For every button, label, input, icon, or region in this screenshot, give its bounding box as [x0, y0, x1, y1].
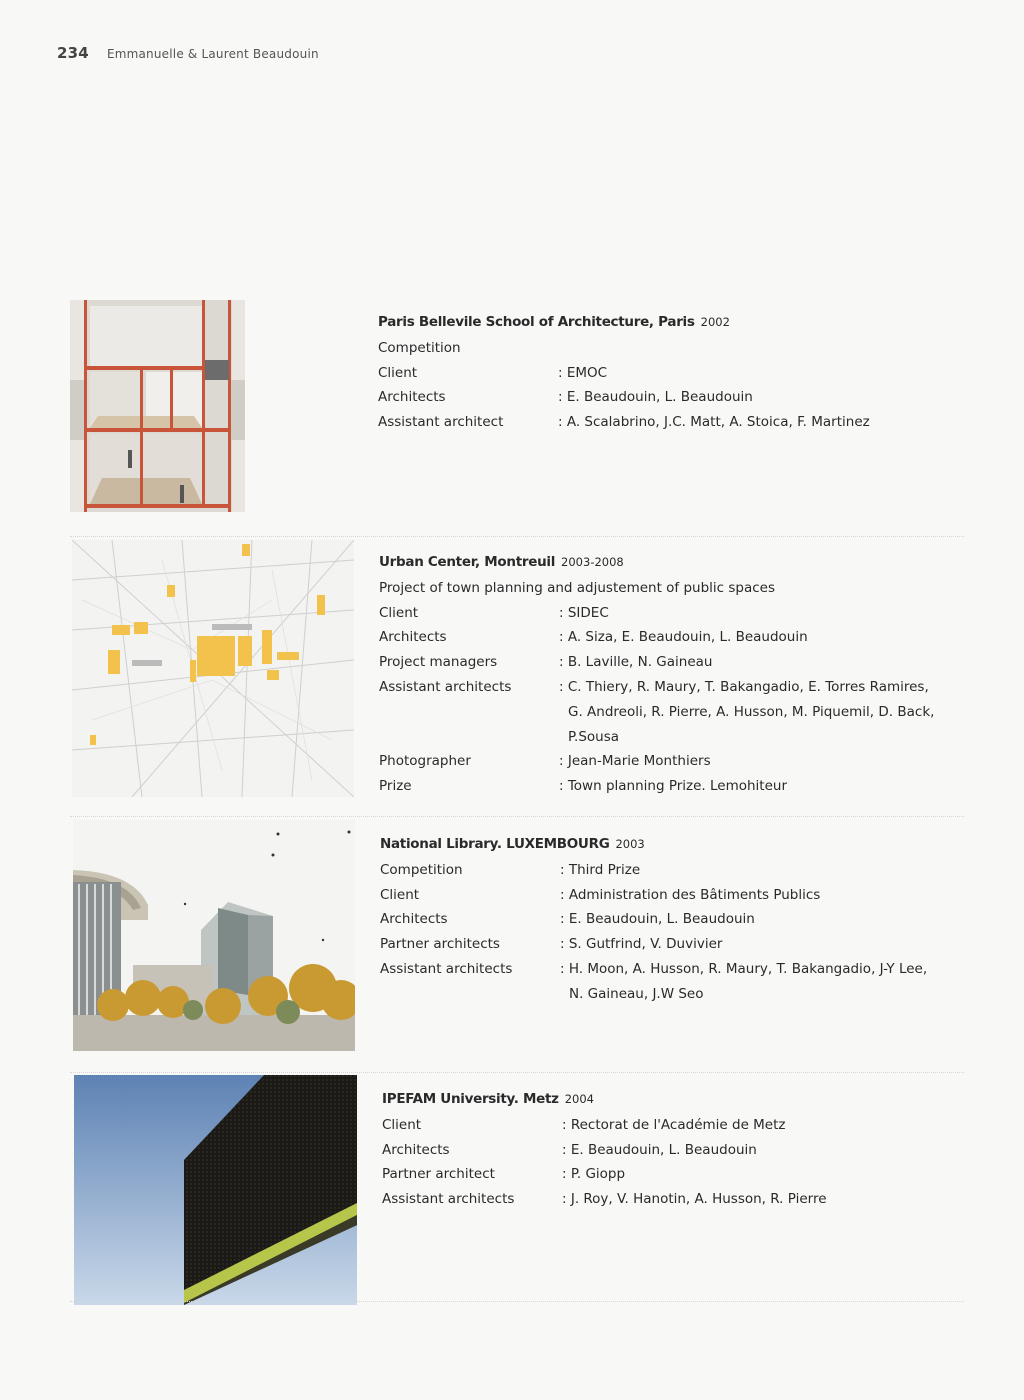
credit-value: : P. Giopp [562, 1166, 626, 1183]
credit-value: : Third Prize [560, 861, 641, 878]
credit-label: Assistant architects [382, 1191, 515, 1208]
credit-label: Assistant architects [379, 678, 512, 695]
credit-value-line: G. Andreoli, R. Pierre, A. Husson, M. Piquemil, D. Back, P.Sousa [568, 703, 935, 745]
credit-row [378, 385, 870, 410]
page-number: 234 [57, 44, 89, 62]
credit-value: : E. Beaudouin, L. Beaudouin [562, 1141, 757, 1158]
credit-label: Assistant architect [378, 414, 504, 431]
project-title: IPEFAM University. Metz [382, 1091, 559, 1107]
credit-row [380, 883, 960, 908]
credit-row [380, 858, 960, 883]
project-info [382, 1087, 827, 1212]
project-subtitle: Competition [378, 339, 461, 356]
credit-value-line: : H. Moon, A. Husson, R. Maury, T. Bakangadio, J-Y Lee, [560, 960, 928, 977]
credit-label: Prize [379, 778, 412, 795]
credit-row [379, 650, 959, 675]
credit-label: Assistant architects [380, 960, 513, 977]
credit-row [379, 675, 959, 749]
credit-label: Architects [382, 1141, 450, 1158]
running-head [57, 44, 319, 62]
credit-value: : SIDEC [559, 604, 609, 621]
project-info [378, 310, 870, 435]
credit-row [379, 625, 959, 650]
credit-label: Photographer [379, 753, 471, 770]
entry-divider [70, 1301, 964, 1302]
credit-row [382, 1187, 827, 1212]
credit-row [379, 749, 959, 774]
project-entry [0, 1075, 1024, 1315]
credit-row [379, 601, 959, 626]
credit-value-line: : C. Thiery, R. Maury, T. Bakangadio, E. Torres Ramires, [559, 678, 929, 695]
credit-row [378, 361, 870, 386]
entry-divider [70, 816, 964, 817]
credit-row [379, 774, 959, 799]
credit-row [382, 1162, 827, 1187]
project-year: 2003-2008 [561, 555, 624, 569]
project-title: Paris Bellevile School of Architecture, Paris [378, 314, 695, 330]
project-title: National Library. LUXEMBOURG [380, 836, 610, 852]
credit-value [560, 957, 960, 1007]
project-info [379, 550, 959, 799]
credit-value: : Administration des Bâtiments Publics [560, 886, 821, 903]
site-plan-image [72, 540, 354, 797]
credit-row [382, 1113, 827, 1138]
credit-value: : E. Beaudouin, L. Beaudouin [560, 911, 755, 928]
project-year: 2002 [700, 315, 730, 329]
entry-divider [70, 536, 964, 537]
credit-label: Client [382, 1116, 422, 1133]
project-entry [0, 820, 1024, 1075]
university-rendering-image [74, 1075, 357, 1305]
credit-value: : S. Gutfrind, V. Duvivier [560, 936, 723, 953]
credit-value: : A. Siza, E. Beaudouin, L. Beaudouin [559, 629, 808, 646]
project-year: 2004 [564, 1092, 594, 1106]
credit-value: : Rectorat de l'Académie de Metz [562, 1116, 786, 1133]
credit-label: Project managers [379, 654, 498, 671]
credit-label: Architects [379, 629, 447, 646]
section-perspective-image [70, 300, 245, 512]
running-head-authors: Emmanuelle & Laurent Beaudouin [106, 47, 319, 61]
credit-value: : E. Beaudouin, L. Beaudouin [558, 389, 753, 406]
credit-row [380, 907, 960, 932]
credit-label: Client [379, 604, 419, 621]
library-rendering-image [73, 820, 355, 1051]
credit-value: : B. Laville, N. Gaineau [559, 654, 713, 671]
credit-label: Architects [378, 389, 446, 406]
credit-row [382, 1138, 827, 1163]
credit-value: : Jean-Marie Monthiers [559, 753, 711, 770]
credit-value: : A. Scalabrino, J.C. Matt, A. Stoica, F. Martinez [558, 414, 870, 431]
credit-row [380, 932, 960, 957]
project-entry [0, 300, 1024, 540]
credit-row [378, 410, 870, 435]
project-year: 2003 [615, 837, 645, 851]
credit-label: Architects [380, 911, 448, 928]
credit-value: : J. Roy, V. Hanotin, A. Husson, R. Pierre [562, 1191, 827, 1208]
entry-divider [70, 1072, 964, 1073]
credit-value [559, 675, 959, 749]
credit-label: Partner architect [382, 1166, 495, 1183]
credit-value: : EMOC [558, 364, 608, 381]
project-title: Urban Center, Montreuil [379, 554, 556, 570]
project-entry [0, 540, 1024, 820]
project-info [380, 832, 960, 1007]
credit-label: Competition [380, 861, 463, 878]
credit-label: Client [380, 886, 420, 903]
project-subtitle: Project of town planning and adjustement of public spaces [379, 579, 776, 596]
credit-label: Client [378, 364, 418, 381]
credit-row [380, 957, 960, 1007]
credit-label: Partner architects [380, 936, 500, 953]
credit-value: : Town planning Prize. Lemohiteur [559, 778, 788, 795]
credit-value-line: N. Gaineau, J.W Seo [569, 985, 704, 1002]
